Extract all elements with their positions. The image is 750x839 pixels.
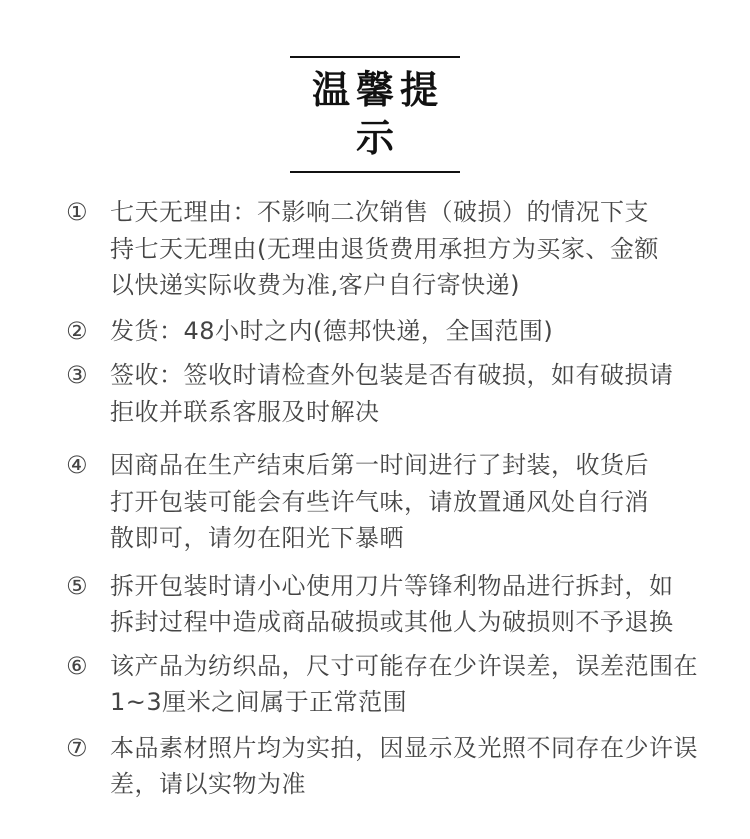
title-block: [0, 56, 750, 173]
page-title: 温馨提示: [311, 68, 444, 160]
item-number: ②: [66, 316, 88, 345]
item-text: 该产品为纺织品，尺寸可能存在少许误差，误差范围在 1~3厘米之间属于正常范围: [110, 651, 698, 716]
item-number: ⑦: [66, 733, 88, 762]
item-text: 因商品在生产结束后第一时间进行了封装，收货后 打开包装可能会有些许气味，请放置通风处自行消 散即可，请勿在阳光下暴晒: [110, 451, 649, 552]
list-item: [66, 313, 716, 350]
title-frame: [290, 56, 460, 173]
item-number: ⑥: [66, 651, 88, 680]
list-item: [66, 357, 716, 430]
list-item: [66, 648, 716, 721]
list-item: [66, 730, 716, 803]
list-item: [66, 194, 716, 304]
item-text: 发货：48小时之内(德邦快递，全国范围): [110, 316, 554, 345]
list-item: [66, 447, 716, 557]
notice-list: [66, 194, 716, 803]
item-text: 七天无理由：不影响二次销售（破损）的情况下支 持七天无理由(无理由退货费用承担方为买家、金额 以快递实际收费为准,客户自行寄快递): [110, 198, 659, 299]
item-number: ⑤: [66, 571, 88, 600]
item-text: 拆开包装时请小心使用刀片等锋利物品进行拆封，如 拆封过程中造成商品破损或其他人为破损则不予退换: [110, 571, 674, 636]
item-number: ④: [66, 451, 88, 479]
item-text: 签收：签收时请检查外包装是否有破损，如有破损请 拒收并联系客服及时解决: [110, 361, 674, 426]
item-text: 本品素材照片均为实拍，因显示及光照不同存在少许误 差，请以实物为准: [110, 733, 698, 798]
list-item: [66, 568, 716, 641]
item-number: ③: [66, 361, 88, 389]
item-number: ①: [66, 198, 88, 226]
